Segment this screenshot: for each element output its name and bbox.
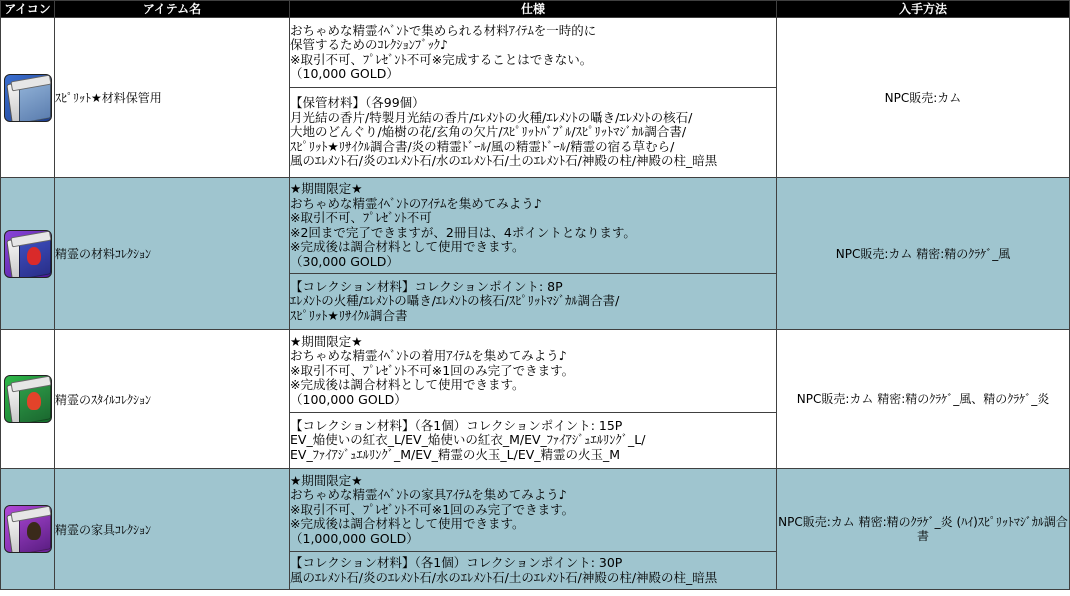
acquisition-cell: [777, 178, 1070, 330]
icon-cell: [1, 330, 55, 469]
icon-cell: [1, 178, 55, 330]
spec-bottom: [290, 413, 777, 469]
acquisition-line: NPC販売:カム: [835, 246, 913, 261]
header-acquisition: 入手方法: [777, 1, 1070, 18]
spec-line: （10,000 GOLD）: [290, 66, 399, 81]
acquisition-line: NPC販売:カム: [884, 90, 962, 105]
item-name: ｽﾋﾟﾘｯﾄ★材料保管用: [55, 18, 290, 178]
spec-line: 風のｴﾚﾒﾝﾄ石/炎のｴﾚﾒﾝﾄ石/水のｴﾚﾒﾝﾄ石/土のｴﾚﾒﾝﾄ石/神殿の柱/神殿の柱_暗黒: [290, 569, 718, 585]
table-row: [1, 178, 1070, 274]
spirit-book-icon: [4, 74, 52, 122]
spec-top: [290, 330, 777, 413]
header-spec: 仕様: [290, 1, 777, 18]
item-name: 精霊の家具ｺﾚｸｼｮﾝ: [55, 469, 290, 590]
spirit-furniture-book-icon: [4, 505, 52, 553]
spec-line: ★期間限定★: [290, 333, 363, 349]
spec-line: 【コレクション材料】（各1個）コレクションポイント: 15P: [290, 417, 623, 433]
acquisition-cell: [777, 469, 1070, 590]
acquisition-line: (ﾊｲ)ｽﾋﾟﾘｯﾄﾏｼﾞｶﾙ調合書: [916, 515, 1068, 543]
spec-line: 大地のどんぐり/焔樹の花/玄角の欠片/ｽﾋﾟﾘｯﾄﾊﾞﾌﾞﾙ/ｽﾋﾟﾘｯﾄﾏｼﾞｶﾙ調合書/: [290, 124, 687, 140]
spec-line: EV_ﾌｧｲｱｼﾞｭｴﾙﾘﾝｸﾞ_M/EV_精霊の火玉_L/EV_精霊の火玉_M: [290, 446, 621, 462]
spec-bottom: [290, 274, 777, 330]
acquisition-cell: [777, 330, 1070, 469]
spec-line: ※取引不可、ﾌﾟﾚｾﾞﾝﾄ不可※1回のみ完了できます。: [290, 501, 575, 517]
spec-line: 【コレクション材料】（各1個）コレクションポイント: 30P: [290, 555, 623, 570]
spirit-style-book-icon: [4, 375, 52, 423]
spec-bottom: [290, 88, 777, 178]
spirit-material-book-icon: [4, 230, 52, 278]
spec-line: 【保管材料】（各99個）: [290, 95, 425, 111]
spec-line: おちゃめな精霊ｲﾍﾞﾝﾄの着用ｱｲﾃﾑを集めてみよう♪: [290, 348, 567, 364]
spec-line: ★期間限定★: [290, 472, 363, 488]
spec-line: 月光結の香片/特製月光結の香片/ｴﾚﾒﾝﾄの火種/ｴﾚﾒﾝﾄの囁き/ｴﾚﾒﾝﾄの核石/: [290, 109, 693, 125]
spec-line: おちゃめな精霊ｲﾍﾞﾝﾄの家具ｱｲﾃﾑを集めてみよう♪: [290, 487, 567, 503]
spec-line: ｴﾚﾒﾝﾄの火種/ｴﾚﾒﾝﾄの囁き/ｴﾚﾒﾝﾄの核石/ｽﾋﾟﾘｯﾄﾏｼﾞｶﾙ調合書/: [290, 293, 620, 309]
spec-line: （100,000 GOLD）: [290, 391, 407, 407]
spec-top: [290, 178, 777, 274]
header-row: [1, 1, 1070, 18]
table-row: [1, 469, 1070, 552]
spec-line: （1,000,000 GOLD）: [290, 530, 419, 546]
spec-line: EV_焔使いの紅衣_L/EV_焔使いの紅衣_M/EV_ﾌｧｲｱｼﾞｭｴﾙﾘﾝｸﾞ_L/: [290, 432, 646, 448]
acquisition-line: 精密:精のｸﾗｹﾞ_風: [916, 246, 1011, 261]
spec-line: ｽﾋﾟﾘｯﾄ★ﾘｻｲｸﾙ調合書: [290, 307, 408, 323]
item-name: 精霊のｽﾀｲﾙｺﾚｸｼｮﾝ: [55, 330, 290, 469]
header-item-name: アイテム名: [55, 1, 290, 18]
spec-line: おちゃめな精霊ｲﾍﾞﾝﾄで集められる材料ｱｲﾃﾑを一時的に: [290, 22, 597, 38]
spec-line: ★期間限定★: [290, 181, 363, 196]
spec-line: 風のｴﾚﾒﾝﾄ石/炎のｴﾚﾒﾝﾄ石/水のｴﾚﾒﾝﾄ石/土のｴﾚﾒﾝﾄ石/神殿の柱/神殿の柱_暗黒: [290, 153, 718, 169]
spec-line: ※取引不可、ﾌﾟﾚｾﾞﾝﾄ不可: [290, 210, 432, 225]
icon-cell: [1, 18, 55, 178]
spec-top: [290, 469, 777, 552]
spec-bottom: [290, 552, 777, 590]
spec-line: ※完成後は調合材料として使用できます。: [290, 516, 525, 532]
spec-line: ※完成後は調合材料として使用できます。: [290, 377, 525, 393]
spec-line: ※取引不可、ﾌﾟﾚｾﾞﾝﾄ不可※完成することはできない。: [290, 51, 593, 67]
item-name: 精霊の材料ｺﾚｸｼｮﾝ: [55, 178, 290, 330]
spec-line: ※取引不可、ﾌﾟﾚｾﾞﾝﾄ不可※1回のみ完了できます。: [290, 362, 575, 378]
spec-line: 【コレクション材料】コレクションポイント: 8P: [290, 278, 563, 294]
header-icon: アイコン: [1, 1, 55, 18]
acquisition-cell: [777, 18, 1070, 178]
spec-line: （30,000 GOLD）: [290, 253, 399, 269]
spec-line: ｽﾋﾟﾘｯﾄ★ﾘｻｲｸﾙ調合書/炎の精霊ﾄﾞｰﾙ/風の精霊ﾄﾞｰﾙ/精霊の宿る草むら/: [290, 138, 675, 154]
spec-line: ※完成後は調合材料として使用できます。: [290, 239, 525, 254]
acquisition-line: NPC販売:カム: [778, 515, 855, 529]
acquisition-line: NPC販売:カム: [796, 392, 874, 406]
table-row: [1, 18, 1070, 88]
spec-top: [290, 18, 777, 88]
spec-line: 保管するためのｺﾚｸｼｮﾝﾌﾞｯｸ♪: [290, 37, 448, 52]
icon-cell: [1, 469, 55, 590]
spec-line: ※2回まで完了できますが、2冊目は、4ポイントとなります。: [290, 224, 636, 240]
spec-line: おちゃめな精霊ｲﾍﾞﾝﾄのｱｲﾃﾑを集めてみよう♪: [290, 195, 542, 211]
acquisition-line: 精密:精のｸﾗｹﾞ_風、精のｸﾗｹﾞ_炎: [877, 392, 1050, 406]
acquisition-line: 精密:精のｸﾗｹﾞ_炎: [858, 515, 953, 529]
table-row: [1, 330, 1070, 413]
